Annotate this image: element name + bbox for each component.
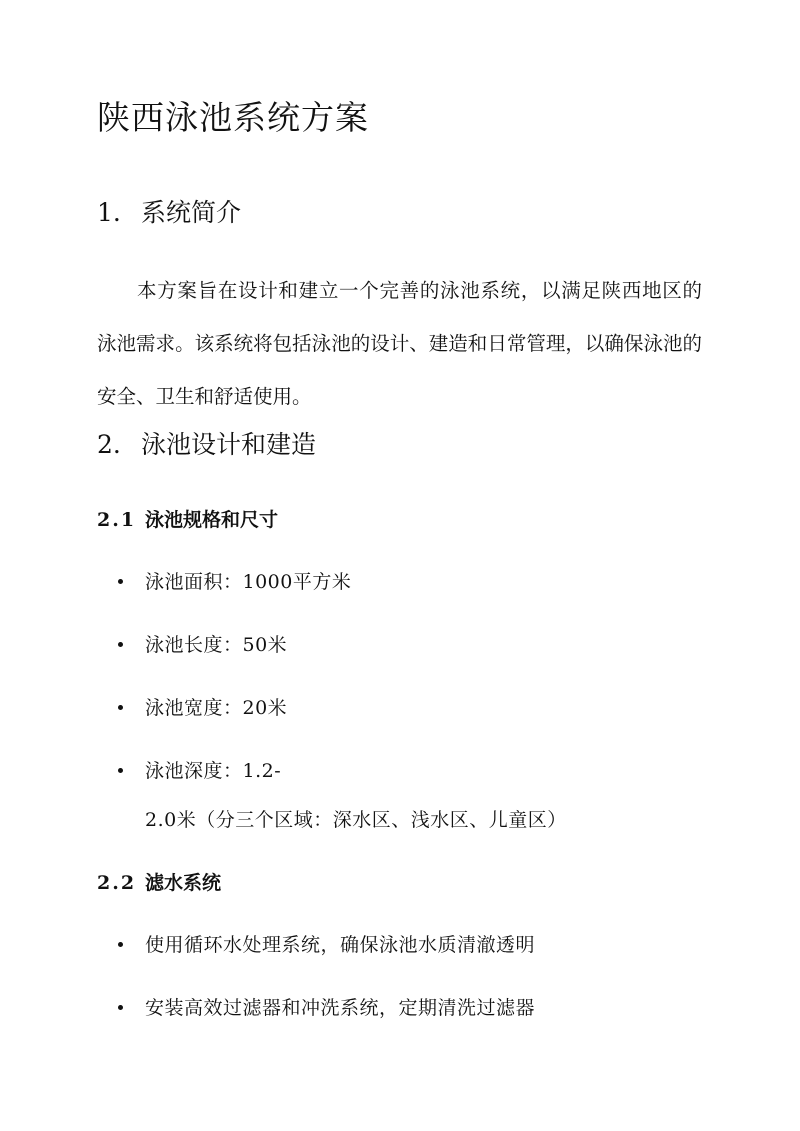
list-item-text: 安装高效过滤器和冲洗系统，定期清洗过滤器 [145,997,536,1019]
list-item-text: 泳池面积：1000平方米 [145,571,352,593]
bullet-dot-icon [118,642,123,647]
subsection-number: 2.1 [97,509,137,531]
subsection-title: 滤水系统 [145,872,222,894]
bullet-dot-icon [118,1005,123,1010]
list-item-text: 2.0米（分三个区域：深水区、浅水区、儿童区） [145,809,567,831]
section-heading-introduction [97,196,241,230]
list-item-text: 泳池长度：50米 [145,634,288,656]
bullet-dot-icon [118,768,123,773]
subsection-heading-specs [97,507,278,533]
list-item-text: 使用循环水处理系统，确保泳池水质清澈透明 [145,934,536,956]
section-heading-design [97,428,316,462]
list-item [118,683,718,733]
bullet-dot-icon [118,942,123,947]
list-item [118,620,718,670]
list-item [118,557,718,607]
list-item-continuation [118,795,718,845]
section-title: 系统简介 [141,198,242,227]
list-item-text: 泳池深度：1.2- [145,760,282,782]
intro-paragraph: 本方案旨在设计和建立一个完善的泳池系统，以满足陕西地区的泳池需求。该系统将包括泳池的设计、建造和日常管理，以确保泳池的安全、卫生和舒适使用。 [97,279,702,408]
list-item [118,983,718,1033]
list-item [118,920,718,970]
list-item-text: 泳池宽度：20米 [145,697,288,719]
subsection-number: 2.2 [97,872,137,894]
section-title: 泳池设计和建造 [141,430,317,459]
subsection-heading-filtration [97,870,221,896]
bullet-dot-icon [118,705,123,710]
section-number: 2. [97,430,121,459]
document-title: 陕西泳池系统方案 [97,98,369,137]
subsection-title: 泳池规格和尺寸 [145,509,279,531]
section-number: 1. [97,198,121,227]
list-item [118,746,718,796]
bullet-dot-icon [118,579,123,584]
